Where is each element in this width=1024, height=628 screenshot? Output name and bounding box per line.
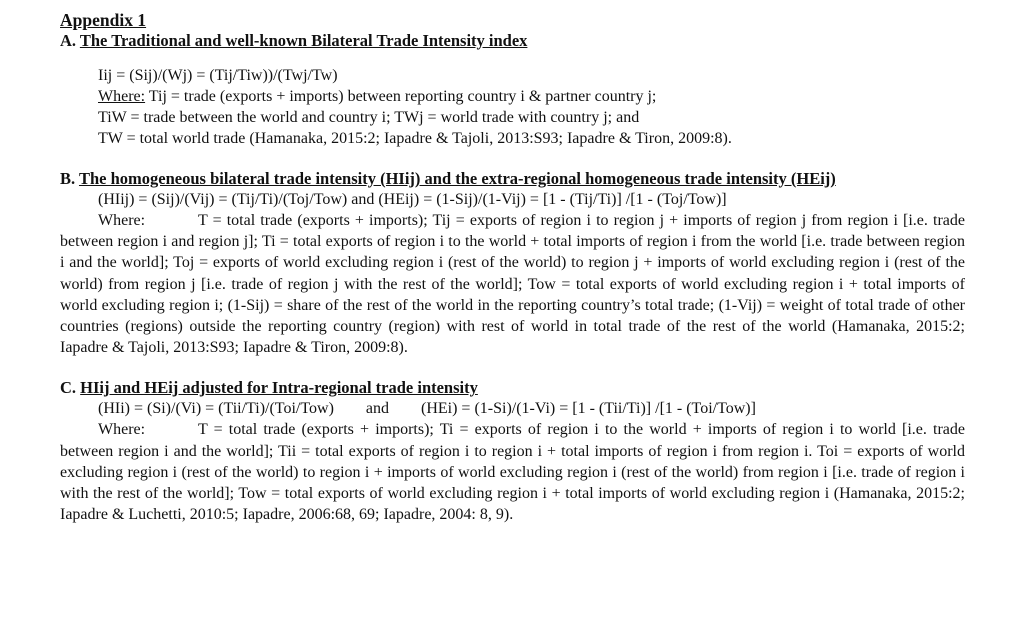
section-c-letter: C. [60, 378, 77, 398]
section-a-formula: Iij = (Sij)/(Wj) = (Tij/Tiw))/(Twj/Tw) [98, 67, 338, 84]
section-b-text: T = total trade (exports + imports); Tij = exports of region i to region j + imports of region j from region i [i.e. trade between region i and region j]; Ti = total exports of region i to the world + total imports of region i from the world [i.e. trade between region i and the world]; Toj = exports of world excluding region i (rest of the world) to region j + imports of world excluding region i (rest of the world) from region j [i.e. trade of region j with the rest of the world]; Tow = total exports of world excluding region i + total imports of world excluding region i; (1-Sij) = share of the rest of the world in the reporting country’s total trade; (1-Vij) = weight of total trade of other countries (regions) outside the reporting country (region) with rest of world in total trade of the rest of the world (Hamanaka, 2015:2; Iapadre & Tajoli, 2013:S93; Iapadre & Tiron, 2009:8). [60, 212, 965, 357]
section-a-title: The Traditional and well-known Bilateral Trade Intensity index [79, 31, 528, 50]
section-a-letter: A. [60, 31, 77, 50]
section-c-formula-and: and [365, 400, 389, 418]
section-c-formula [60, 398, 965, 419]
section-c-title: HIij and HEij adjusted for Intra-regional trade intensity [80, 378, 478, 398]
section-a-where-label: Where: [98, 88, 146, 105]
section-c-paragraph [60, 419, 965, 525]
section-b-formula: (HIij) = (Sij)/(Vij) = (Tij/Ti)/(Toj/Tow) and (HEij) = (1-Sij)/(1-Vij) = [1 - (Tij/Ti)] /[1 - (Toj/Tow)] [98, 191, 727, 208]
section-c-formula-left: (HIi) = (Si)/(Vi) = (Tii/Ti)/(Toi/Tow) [98, 400, 334, 418]
section-a-line3: TW = total world trade (Hamanaka, 2015:2; Iapadre & Tajoli, 2013:S93; Iapadre & Tiron, 2009:8). [98, 130, 732, 147]
section-c-where-label: Where: [98, 421, 146, 439]
section-c-formula-right: (HEi) = (1-Si)/(1-Vi) = [1 - (Tii/Ti)] /[1 - (Toi/Tow)] [421, 400, 756, 418]
appendix-title: Appendix 1 [60, 10, 147, 30]
section-a-heading [60, 31, 965, 51]
section-c-text: T = total trade (exports + imports); Ti = exports of region i to the world + imports of region i to world [i.e. trade between region i and the world]; Tii = total exports of region i to region i + total imports of region i from region i. Toi = exports of world excluding region i (rest of the world) to region i + imports of world excluding region i (rest of the world) from region i [i.e. trade of region i with the rest of the world]; Tow = total exports of world excluding region i + total imports of world excluding region i (Hamanaka, 2015:2; Iapadre & Luchetti, 2010:5; Iapadre, 2006:68, 69; Iapadre, 2004: 8, 9). [60, 421, 965, 524]
document-page [60, 10, 965, 525]
section-a-line1 [60, 86, 965, 107]
section-b-title: The homogeneous bilateral trade intensity (HIij) and the extra-regional homogeneous trade intensity (HEij) [78, 169, 836, 188]
section-c-heading [60, 378, 965, 398]
section-a-line2: TiW = trade between the world and country i; TWj = world trade with country j; and [98, 109, 640, 126]
section-b-heading [60, 169, 965, 189]
section-b-letter: B. [60, 169, 76, 188]
section-b-paragraph [60, 210, 965, 358]
section-a-line1-text: Tij = trade (exports + imports) between reporting country i & partner country j; [145, 88, 657, 105]
section-b-where-label: Where: [98, 212, 146, 229]
